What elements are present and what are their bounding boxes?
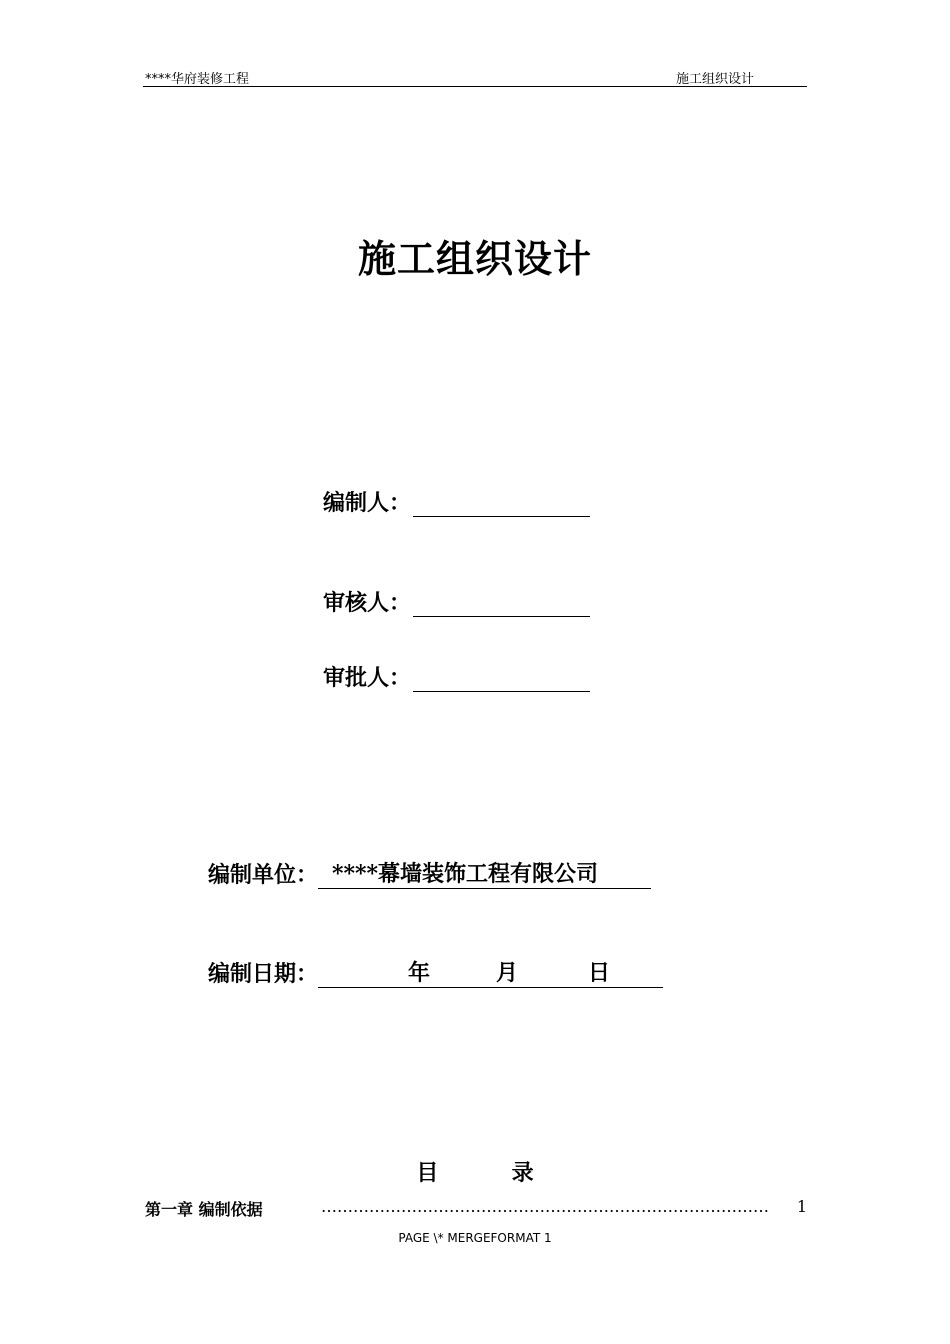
toc-entry-chapter: 第一章 编制依据: [145, 1200, 263, 1219]
signature-label: 审核人：: [323, 590, 412, 616]
signature-label: 编制人：: [323, 490, 412, 516]
date-day: 日: [588, 960, 611, 986]
header-rule: [143, 86, 807, 87]
signature-blank-line: [413, 592, 590, 617]
toc-entry[interactable]: [145, 1197, 807, 1220]
date-year: 年: [408, 960, 431, 986]
compiling-unit-row: [208, 857, 651, 889]
page-title: 施工组织设计: [357, 236, 592, 281]
toc-entry-page: 1: [796, 1197, 807, 1216]
signature-blank-line: [413, 667, 590, 692]
signature-row-author: [323, 486, 590, 517]
toc-entry-leader: …………………………………………………………………………: [321, 1197, 769, 1216]
compiling-unit-value: ****幕墙装饰工程有限公司: [318, 857, 651, 889]
signature-label: 审批人：: [323, 665, 412, 691]
compiling-date-label: 编制日期：: [208, 961, 319, 987]
toc-title-char: 目: [416, 1160, 439, 1186]
compiling-unit-label: 编制单位：: [208, 862, 319, 888]
date-month: 月: [496, 960, 519, 986]
signature-blank-line: [413, 492, 590, 517]
header-doc-type: 施工组织设计: [675, 72, 754, 87]
toc-title-char: 录: [511, 1160, 534, 1186]
toc-title: [0, 1156, 950, 1187]
compiling-date-row: [208, 957, 663, 988]
compiling-date-line: [318, 959, 663, 988]
signature-row-reviewer: [323, 586, 590, 617]
header-project-name: ****华府装修工程: [145, 72, 250, 87]
page-footer-field: PAGE \* MERGEFORMAT 1: [398, 1231, 552, 1245]
signature-row-approver: [323, 661, 590, 692]
